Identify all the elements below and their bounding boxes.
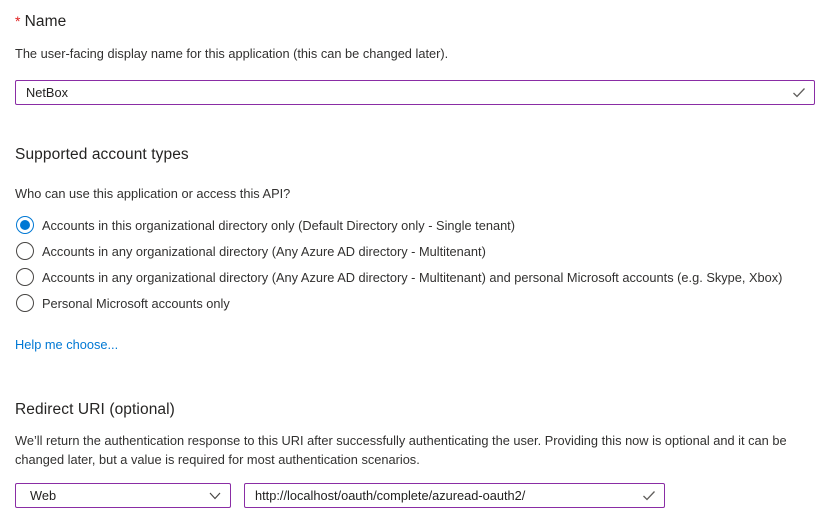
- radio-option-single-tenant[interactable]: [15, 212, 815, 238]
- account-types-question: Who can use this application or access this API?: [15, 186, 291, 201]
- redirect-uri-input-container: [244, 483, 665, 508]
- radio-option-personal-only[interactable]: [15, 290, 815, 316]
- name-input[interactable]: [16, 81, 814, 104]
- radio-unselected-icon[interactable]: [16, 294, 34, 312]
- redirect-uri-input[interactable]: [245, 484, 664, 507]
- radio-unselected-icon[interactable]: [16, 242, 34, 260]
- redirect-uri-input-row: [15, 483, 815, 508]
- name-description: The user-facing display name for this application (this can be changed later).: [15, 46, 449, 61]
- name-label-text: Name: [24, 13, 67, 30]
- radio-option-label: Accounts in this organizational directory only (Default Directory only - Single tenant): [42, 217, 515, 233]
- redirect-uri-section: [15, 401, 815, 508]
- radio-option-label: Accounts in any organizational directory (Any Azure AD directory - Multitenant): [42, 243, 486, 259]
- radio-option-multitenant-personal[interactable]: [15, 264, 815, 290]
- checkmark-icon: [792, 87, 806, 99]
- help-me-choose-link[interactable]: Help me choose...: [15, 337, 119, 352]
- radio-selected-icon[interactable]: [16, 216, 34, 234]
- name-input-container: [15, 80, 815, 105]
- required-asterisk: *: [15, 13, 21, 29]
- name-section-label: [15, 13, 815, 31]
- supported-account-types-heading: Supported account types: [15, 146, 189, 163]
- redirect-uri-description: We’ll return the authentication response to this URI after successfully authenticating the user. Providing this now is optional and it can be changed later, but a value is required for most authentication scenarios.: [15, 433, 787, 467]
- account-type-radio-group: [15, 212, 815, 316]
- supported-account-types-section: [15, 146, 815, 354]
- chevron-down-icon[interactable]: [209, 492, 221, 500]
- radio-option-label: Accounts in any organizational directory (Any Azure AD directory - Multitenant) and personal Microsoft accounts (e.g. Skype, Xbox): [42, 269, 783, 285]
- radio-option-multitenant[interactable]: [15, 238, 815, 264]
- radio-option-label: Personal Microsoft accounts only: [42, 295, 230, 311]
- radio-unselected-icon[interactable]: [16, 268, 34, 286]
- platform-select-value: Web: [30, 488, 57, 503]
- platform-select[interactable]: [15, 483, 231, 508]
- checkmark-icon: [642, 490, 656, 502]
- redirect-uri-heading: Redirect URI (optional): [15, 401, 175, 418]
